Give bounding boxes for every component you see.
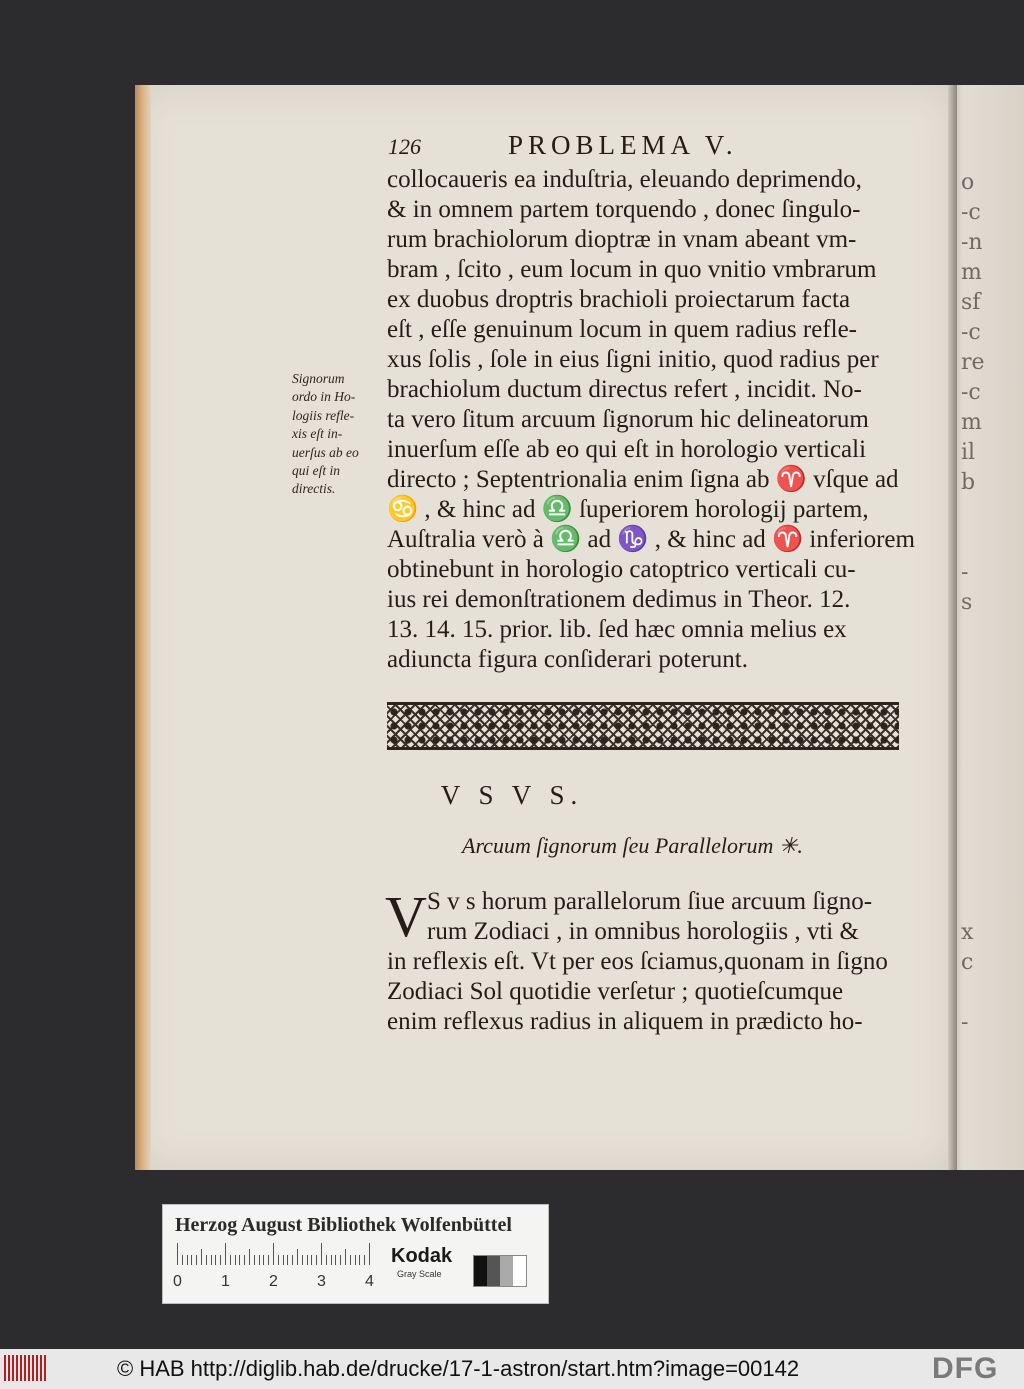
ruler-tick — [350, 1255, 351, 1265]
ruler-tick — [244, 1255, 245, 1265]
body-line: xus ſolis , ſole in eius ſigni initio, quod radius per — [387, 346, 879, 373]
margin-note — [292, 370, 382, 499]
ruler-tick — [326, 1255, 327, 1265]
ruler-tick — [225, 1243, 226, 1265]
body-line: collocaueris ea induſtria, eleuando deprimendo, — [387, 166, 862, 193]
ruler-tick — [239, 1255, 240, 1265]
adjacent-page-fragment: -c — [961, 320, 981, 345]
ruler-tick — [369, 1243, 370, 1265]
body-line: ex duobus droptris brachioli proiectarum facta — [387, 286, 851, 313]
adjacent-page-fragment: m — [961, 260, 982, 285]
page-number: 126 — [388, 134, 421, 159]
margin-note-line: uerſus ab eo — [292, 444, 359, 460]
body-line: brachiolum ductum directus refert , incidit. No- — [387, 376, 862, 403]
body-line: eſt , eſſe genuinum locum in quem radius refle- — [387, 316, 857, 343]
ruler-tick — [182, 1255, 183, 1265]
ruler-number: 4 — [365, 1273, 374, 1290]
swatch — [487, 1256, 500, 1286]
ruler-number: 1 — [221, 1273, 230, 1290]
ruler-tick — [196, 1255, 197, 1265]
body-line: in reflexis eſt. Vt per eos ſciamus,quonam in ſigno — [387, 948, 888, 975]
adjacent-page-fragment: sf — [961, 290, 981, 315]
section-subtitle: Arcuum ſignorum ſeu Parallelorum ✳. — [462, 833, 803, 858]
margin-note-line: qui eſt in — [292, 463, 340, 479]
ruler-tick — [220, 1255, 221, 1265]
adjacent-page-fragment: m — [961, 410, 982, 435]
running-head — [388, 132, 900, 164]
ruler-tick — [215, 1255, 216, 1265]
body-line: & in omnem partem torquendo , donec ſingulo- — [387, 196, 861, 223]
scale-ruler — [177, 1243, 377, 1265]
section-heading: V S V S. — [440, 780, 584, 810]
ruler-tick — [263, 1255, 264, 1265]
body-line: inuerſum eſſe ab eo qui eſt in horologio verticali — [387, 436, 867, 463]
swatch — [500, 1256, 513, 1286]
ruler-tick — [292, 1255, 293, 1265]
body-line: 13. 14. 15. prior. lib. ſed hæc omnia melius ex — [387, 616, 847, 643]
adjacent-page-fragment: s — [961, 590, 973, 615]
margin-note-line: directis. — [292, 481, 336, 497]
ruler-number: 0 — [173, 1273, 182, 1290]
body-line: adiuncta figura conſiderari poterunt. — [387, 646, 748, 673]
swatch — [474, 1256, 487, 1286]
ruler-tick — [302, 1255, 303, 1265]
ruler-tick — [311, 1255, 312, 1265]
adjacent-page-fragment: - — [961, 1010, 969, 1035]
adjacent-page — [955, 85, 1024, 1170]
adjacent-page-fragment: o — [961, 170, 975, 195]
ruler-tick — [235, 1255, 236, 1265]
margin-note-line: logiis refle- — [292, 407, 355, 423]
ruler-tick — [259, 1255, 260, 1265]
footer-bar — [0, 1349, 1024, 1389]
drop-cap: V — [385, 884, 427, 949]
kodak-subtitle: Gray Scale — [397, 1269, 442, 1279]
page-gutter — [948, 85, 957, 1170]
ruler-tick — [331, 1255, 332, 1265]
ruler-tick — [307, 1255, 308, 1265]
adjacent-page-fragment: -c — [961, 200, 981, 225]
ruler-tick — [230, 1255, 231, 1265]
ruler-tick — [340, 1255, 341, 1265]
body-line: S v s horum parallelorum ſiue arcuum ſigno- — [427, 888, 873, 915]
body-line: directo ; Septentrionalia enim ſigna ab ♈ vſque ad — [387, 466, 899, 493]
ruler-tick — [355, 1255, 356, 1265]
ruler-tick — [316, 1255, 317, 1265]
ruler-tick — [206, 1255, 207, 1265]
ruler-tick — [211, 1255, 212, 1265]
body-line: ius rei demonſtrationem dedimus in Theor. 12. — [387, 586, 851, 613]
page-edge — [135, 85, 151, 1170]
body-line: Auſtralia verò à ♎ ad ♑ , & hinc ad ♈ inferiorem — [387, 526, 915, 553]
ruler-tick — [201, 1249, 202, 1265]
ruler-tick — [283, 1255, 284, 1265]
body-line: rum brachiolorum dioptræ in vnam abeant vm- — [387, 226, 857, 253]
ruler-number: 3 — [317, 1273, 326, 1290]
ruler-tick — [191, 1255, 192, 1265]
swatch — [513, 1256, 526, 1286]
running-title: PROBLEMA V. — [508, 130, 738, 160]
ruler-tick — [287, 1255, 288, 1265]
library-label — [162, 1204, 549, 1304]
ruler-tick — [273, 1243, 274, 1265]
ruler-tick — [359, 1255, 360, 1265]
ruler-tick — [321, 1243, 322, 1265]
body-line: ♋ , & hinc ad ♎ ſuperiorem horologij partem, — [387, 496, 869, 523]
ruler-tick — [268, 1255, 269, 1265]
ruler-tick — [187, 1255, 188, 1265]
ruler-tick — [278, 1255, 279, 1265]
adjacent-page-fragment: re — [961, 350, 985, 375]
ruler-tick — [297, 1249, 298, 1265]
body-line: enim reflexus radius in aliquem in prædicto ho- — [387, 1008, 863, 1035]
kodak-logo: Kodak — [391, 1245, 453, 1267]
adjacent-page-fragment: il — [961, 440, 976, 465]
body-line: rum Zodiaci , in omnibus horologiis , vti & — [427, 918, 859, 945]
barcode-icon — [4, 1355, 48, 1381]
dfg-logo: DFG — [932, 1352, 999, 1385]
ruler-tick — [364, 1255, 365, 1265]
adjacent-page-fragment: x — [961, 920, 974, 945]
body-line: obtinebunt in horologio catoptrico verticali cu- — [387, 556, 856, 583]
ruler-tick — [345, 1249, 346, 1265]
ruler-tick — [177, 1243, 178, 1265]
body-line: bram , ſcito , eum locum in quo vnitio vmbrarum — [387, 256, 877, 283]
decorative-ornament-band — [387, 702, 899, 750]
adjacent-page-fragment: -n — [961, 230, 983, 255]
adjacent-page-fragment: -c — [961, 380, 981, 405]
margin-note-line: Signorum — [292, 371, 345, 386]
margin-note-line: xis eſt in- — [292, 426, 343, 442]
adjacent-page-fragment: b — [961, 470, 976, 495]
body-line: Zodiaci Sol quotidie verſetur ; quotieſcumque — [387, 978, 844, 1005]
adjacent-page-fragment: c — [961, 950, 974, 975]
gray-scale-swatches — [473, 1255, 527, 1287]
copyright-link[interactable]: © HAB http://diglib.hab.de/drucke/17-1-astron/start.htm?image=00142 — [117, 1356, 800, 1381]
margin-note-line: ordo in Ho- — [292, 389, 356, 405]
ruler-number: 2 — [269, 1273, 278, 1290]
ruler-tick — [254, 1255, 255, 1265]
ruler-tick — [249, 1249, 250, 1265]
library-name: Herzog August Bibliothek Wolfenbüttel — [175, 1214, 512, 1236]
ruler-tick — [335, 1255, 336, 1265]
adjacent-page-fragment: - — [961, 560, 969, 585]
body-line: ta vero ſitum arcuum ſignorum hic delineatorum — [387, 406, 869, 433]
